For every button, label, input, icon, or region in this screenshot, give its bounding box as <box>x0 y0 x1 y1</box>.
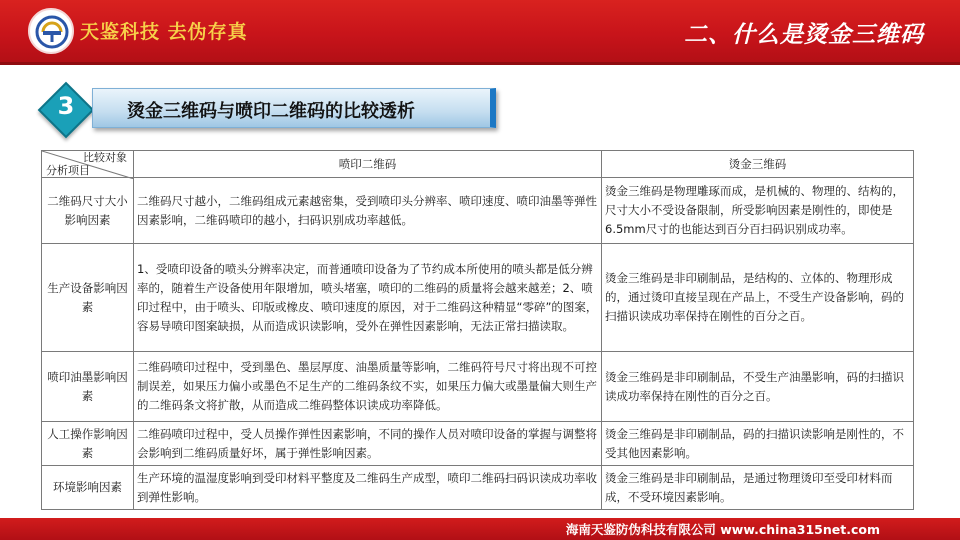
table-row <box>42 466 914 510</box>
company-logo-icon <box>28 8 74 54</box>
hot-cell: 烫金三维码是非印刷制品，码的扫描识读影响是刚性的，不受其他因素影响。 <box>602 422 914 466</box>
section-number-badge <box>38 82 94 138</box>
printed-cell: 二维码喷印过程中，受到墨色、墨层厚度、油墨质量等影响，二维码符号尺寸将出现不可控制误差，如果压力偏小或墨色不足生产的二维码条纹不实，如果压力偏大或墨量偏大则生产的二维码条文将扩散，从而造成二维码整体识读成功率降低。 <box>134 352 602 422</box>
header-bar <box>0 0 960 62</box>
printed-cell: 二维码喷印过程中，受人员操作弹性因素影响，不同的操作人员对喷印设备的掌握与调整将会影响到二维码质量好坏，属于弹性影响因素。 <box>134 422 602 466</box>
hot-cell: 烫金三维码是非印刷制品，是结构的、立体的、物理形成的，通过烫印直接呈现在产品上，不受生产设备影响，码的扫描识读成功率保持在刚性的百分之百。 <box>602 244 914 352</box>
table-row <box>42 422 914 466</box>
hot-cell: 烫金三维码是非印刷制品，是通过物理烫印至受印材料而成，不受环境因素影响。 <box>602 466 914 510</box>
hot-cell: 烫金三维码是物理雕琢而成，是机械的、物理的、结构的，尺寸大小不受设备限制，所受影响因素是刚性的，即使是6.5mm尺寸的也能达到百分百扫码识别成功率。 <box>602 178 914 244</box>
section-title: 二、什么是烫金三维码 <box>684 22 924 48</box>
table-row <box>42 178 914 244</box>
column-header-hot: 烫金三维码 <box>602 151 914 178</box>
table-corner-cell <box>42 151 134 178</box>
corner-label-object: 比较对象 <box>83 151 127 164</box>
printed-cell: 生产环境的温湿度影响到受印材料平整度及二维码生产成型，喷印二维码扫码识读成功率收到弹性影响。 <box>134 466 602 510</box>
row-item-label: 二维码尺寸大小影响因素 <box>42 178 134 244</box>
table-row <box>42 244 914 352</box>
row-item-label: 喷印油墨影响因素 <box>42 352 134 422</box>
subtitle-banner <box>92 88 496 128</box>
row-item-label: 环境影响因素 <box>42 466 134 510</box>
brand-slogan: 天鉴科技 去伪存真 <box>80 21 248 43</box>
corner-label-item: 分析项目 <box>46 164 90 177</box>
subtitle-text: 烫金三维码与喷印二维码的比较透析 <box>127 101 415 122</box>
footer-bar <box>0 518 960 540</box>
section-number: 3 <box>57 92 75 120</box>
printed-cell: 二维码尺寸越小，二维码组成元素越密集，受到喷印头分辨率、喷印速度、喷印油墨等弹性因素影响，二维码喷印的越小，扫码识别成功率越低。 <box>134 178 602 244</box>
header-divider <box>0 62 960 65</box>
hot-cell: 烫金三维码是非印刷制品，不受生产油墨影响，码的扫描识读成功率保持在刚性的百分之百。 <box>602 352 914 422</box>
table-header-row <box>42 151 914 178</box>
row-item-label: 生产设备影响因素 <box>42 244 134 352</box>
row-item-label: 人工操作影响因素 <box>42 422 134 466</box>
table-row <box>42 352 914 422</box>
printed-cell: 1、受喷印设备的喷头分辨率决定，而普通喷印设备为了节约成本所使用的喷头都是低分辨率的，随着生产设备使用年限增加，喷头堵塞，喷印的二维码的质量将会越来越差；2、喷印过程中，由于喷头、印版或橡皮、喷印速度的原因，对于二维码这种精显“零碎”的图案，容易导喷印图案缺损，从而造成识读影响，受外在弹性因素影响，无法正常扫描读取。 <box>134 244 602 352</box>
comparison-table <box>41 150 914 510</box>
column-header-printed: 喷印二维码 <box>134 151 602 178</box>
footer-company-website: 海南天鉴防伪科技有限公司 www.china315net.com <box>565 522 880 537</box>
